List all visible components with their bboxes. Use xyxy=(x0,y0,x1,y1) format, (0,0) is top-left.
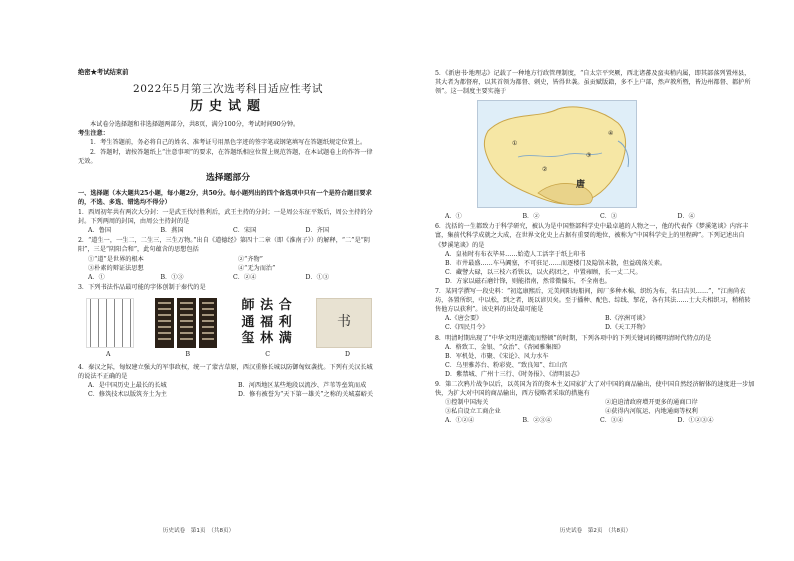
statement-3: ③朴素的辩证法思想 xyxy=(88,264,144,272)
option-d: D．齐国 xyxy=(305,227,330,235)
map-marker-4: ④ xyxy=(608,130,614,138)
option-b: B．市井最盛……车马阗塞，不可驻足……而逐楼门及隐馆未散，但益疏落关素。 xyxy=(445,259,667,267)
option-a: A．皇祐时有布衣毕昇……始造人工活字于纸上印书 xyxy=(445,250,586,258)
question-6 xyxy=(435,222,755,286)
option-c: C.《四民月令》 xyxy=(445,324,489,332)
option-c: C．③ xyxy=(600,213,618,221)
option-d: D．①③ xyxy=(305,273,330,281)
question-statements xyxy=(435,398,755,416)
calligraphy-char: 法 xyxy=(260,297,274,313)
label-d: D xyxy=(345,350,350,358)
option-a: A．①②④ xyxy=(445,417,475,425)
label-b: B xyxy=(185,350,191,358)
statement-1: ①控制中国海关 xyxy=(445,399,489,407)
question-3 xyxy=(78,283,378,359)
page-2 xyxy=(397,0,794,561)
map-graphic xyxy=(478,101,637,208)
question-options xyxy=(435,212,755,221)
option-b: B．①③ xyxy=(160,273,184,281)
label-a: A xyxy=(106,350,111,358)
page-footer: 历史试卷 第2页 （共8页） xyxy=(559,528,632,534)
map-marker-2: ② xyxy=(542,166,548,174)
secret-label: 绝密★考试结束前 xyxy=(78,69,129,76)
option-b: B.《淳洲可谈》 xyxy=(605,315,649,323)
question-options xyxy=(78,273,378,282)
option-c: C．宋国 xyxy=(233,227,257,235)
section-title: 选择题部分 xyxy=(206,172,250,183)
calligraphy-images xyxy=(86,296,372,348)
question-7 xyxy=(435,287,755,332)
question-2 xyxy=(78,236,378,281)
question-stem: 7．某同学撰写一段史料：“初迄康熙后，元美间阳海船间，阆厂多种木棉，织纺为布，名曰吉贝……”，“江南尚衣坊，各置所织，中以松，到之者，既以谚贝矣。至于播种、配色、综线、挈花，各有其法……士大夫相织习，稍稍转售他方以获利”。该史料的出处最可能是 xyxy=(435,288,751,314)
calligraphy-char: 合 xyxy=(278,297,292,313)
page-1-column xyxy=(78,68,378,399)
map-marker-3: ③ xyxy=(586,152,592,160)
option-b: B．②③④ xyxy=(522,417,552,425)
question-4 xyxy=(78,363,378,399)
option-c: C．藏譬大碌，以三枝六肴铁以，以火药团之，中置雍顾，长一丈二尺。 xyxy=(445,268,642,276)
question-options xyxy=(435,314,755,332)
statement-2: ②“齐物” xyxy=(238,255,263,263)
notice-item-1: 1．考生答题前，务必将自己的姓名、准考证号用黑色字迹的签字笔或钢笔填写在答题纸规定位置上。 xyxy=(90,139,367,147)
option-a: A．① xyxy=(445,213,462,221)
statement-3: ③私自设立工商企业 xyxy=(445,408,501,416)
option-d: D．④ xyxy=(677,213,695,221)
option-b: B．军机处、市聚、《宋论》、风力水车 xyxy=(445,352,549,360)
question-5 xyxy=(435,69,755,221)
page-footer: 历史试卷 第1页 （共8页） xyxy=(162,528,235,534)
question-options xyxy=(78,226,378,235)
question-stem: 1．西周初年共有两次大分封：一是武王伐纣胜利后，武王主持的分封；一是周公东征平叛后，周公主持的分封。下列两周的封国，由周公主持封的是 xyxy=(78,209,373,226)
calligraphy-char: 林 xyxy=(260,331,274,347)
option-c: C．修筑技术以版筑夯土为主 xyxy=(88,391,167,399)
calligraphy-image-a xyxy=(86,298,134,348)
option-d: D．①②③④ xyxy=(677,417,714,425)
notice-title: 考生注意： xyxy=(78,130,109,138)
question-8 xyxy=(435,334,755,379)
option-d: D．紫禁城、广州十三行、《时务报》、《清明县志》 xyxy=(445,370,583,378)
option-d: D．修有被誉为“天下第一雄关”之称的关城嘉峪关 xyxy=(238,391,374,399)
label-c: C xyxy=(265,350,270,358)
calligraphy-char: 通 xyxy=(241,314,255,330)
option-a: A．是中国历史上最长的长城 xyxy=(88,382,167,390)
calligraphy-image-d: 书 xyxy=(316,298,372,348)
tang-map xyxy=(477,100,637,208)
question-options xyxy=(78,381,378,399)
option-c: C．乌里雅苏台、粉彩瓷、“致良知”、红山宫 xyxy=(445,361,568,369)
exam-intro: 本试卷分选择题和非选择题两部分，共8页，满分100分，考试时间90分钟。 xyxy=(90,121,300,129)
calligraphy-char: 師 xyxy=(241,297,255,313)
option-c: C．②④ xyxy=(233,273,257,281)
calligraphy-image-c xyxy=(239,298,295,348)
option-c: C．③④ xyxy=(600,417,624,425)
question-stem: 5．《新唐书·地理志》记载了一种地方行政管理制度，“自太宗平突厥，西北诸蕃及蛮夷稍内属，即其部落列置州县，其大者为都督府，以其首领为都督、刺史，皆得世袭。虽贡赋版籍，多不上户部，然声教所暨，皆边州都督、都护所领”。这一制度主要实施于 xyxy=(435,70,751,96)
question-stem: 4．秦汉之际，匈奴建立强大的军事政权，统一了蒙古草原，西汉重修长城以防御匈奴袭扰。下列有关汉长城的说法不正确的是 xyxy=(78,363,373,381)
option-a: A．格致工、金银、“众治”、《杏园雅集图》 xyxy=(445,343,565,351)
question-stem: 3．下列书法作品最可能的字体创制于秦代的是 xyxy=(78,283,206,291)
option-b: B．燕国 xyxy=(160,227,184,235)
subject-title: 历史试题 xyxy=(189,99,266,115)
notice-item-2: 2．答题时，请按答题纸上“注意事项”的要求，在答题纸相应位置上规范答题，在本试题卷上的作答一律无效。 xyxy=(78,148,373,165)
question-options xyxy=(435,416,755,425)
option-a: A．① xyxy=(88,273,105,281)
question-stem: 2．“道生一，一生二，二生三，三生万物。”出自《道德经》第四十二章（即《淮南子》）的解释，“二”是“阴阳”，三是“阴阳合和”，此句蕴含的思想包括 xyxy=(78,237,370,254)
option-b: B．② xyxy=(522,213,540,221)
calligraphy-image-b xyxy=(155,298,217,348)
question-stem: 8．明清时期出现了“中华文明逆潮流而整顿”的时期，下列各项中的下列关键词的概明清时代特点的是 xyxy=(435,334,712,342)
calligraphy-char: 利 xyxy=(278,314,292,330)
option-a: A.《唐会要》 xyxy=(445,315,483,323)
option-d: D.《天工开物》 xyxy=(605,324,649,332)
calligraphy-char: 满 xyxy=(278,331,292,347)
page-2-column xyxy=(435,68,755,425)
statement-4: ④获得内河航运、内地通商等权利 xyxy=(605,408,698,416)
map-marker-1: ① xyxy=(512,140,518,148)
exam-title: 2022年5月第三次选考科目适应性考试 xyxy=(133,83,323,96)
calligraphy-char: 福 xyxy=(260,314,274,330)
map-label: 唐 xyxy=(576,180,586,191)
question-9 xyxy=(435,380,755,425)
statement-1: ①“道”是世界的根本 xyxy=(88,255,144,263)
calligraphy-labels xyxy=(106,350,350,359)
statement-4: ④“无为而治” xyxy=(238,264,276,272)
question-1 xyxy=(78,208,378,235)
question-stem: 6．沈括的一生都致力于科学研究，被认为是中国整部科学史中最卓越的人物之一，他的代表作《梦溪笔谈》内容丰富，集前代科学成就之大成，在世界文化史上占据有重要的地位，被称为“中国科学史上的里程碑”。下列记述出自《梦溪笔谈》的是 xyxy=(435,223,749,249)
statement-2: ②迫迫清政府增开更多的通商口岸 xyxy=(605,399,698,407)
option-a: A．鲁国 xyxy=(88,227,112,235)
question-statements xyxy=(78,255,378,273)
question-stem: 9．第二次鸦片战争以后，以英国为首的资本主义国家扩大了对中国的商品输出，使中国自然经济解体的速度进一步加快，为扩大对中国的商品输出，西方侵略者采取的措施有 xyxy=(435,380,755,398)
option-d: D．方家以磁石磨针锋，则能指南，然常微偏东，不全南也。 xyxy=(445,277,611,285)
part-1-heading: 一、选择题（本大题共25小题，每小题2分，共50分。每小题列出的四个备选项中只有一个是符合题目要求的，不选、多选、错选均不得分） xyxy=(78,189,372,206)
calligraphy-char: 玺 xyxy=(241,331,255,347)
option-b: B．河西地区某些地段以流沙、芦苇等垒筑而成 xyxy=(238,382,367,390)
